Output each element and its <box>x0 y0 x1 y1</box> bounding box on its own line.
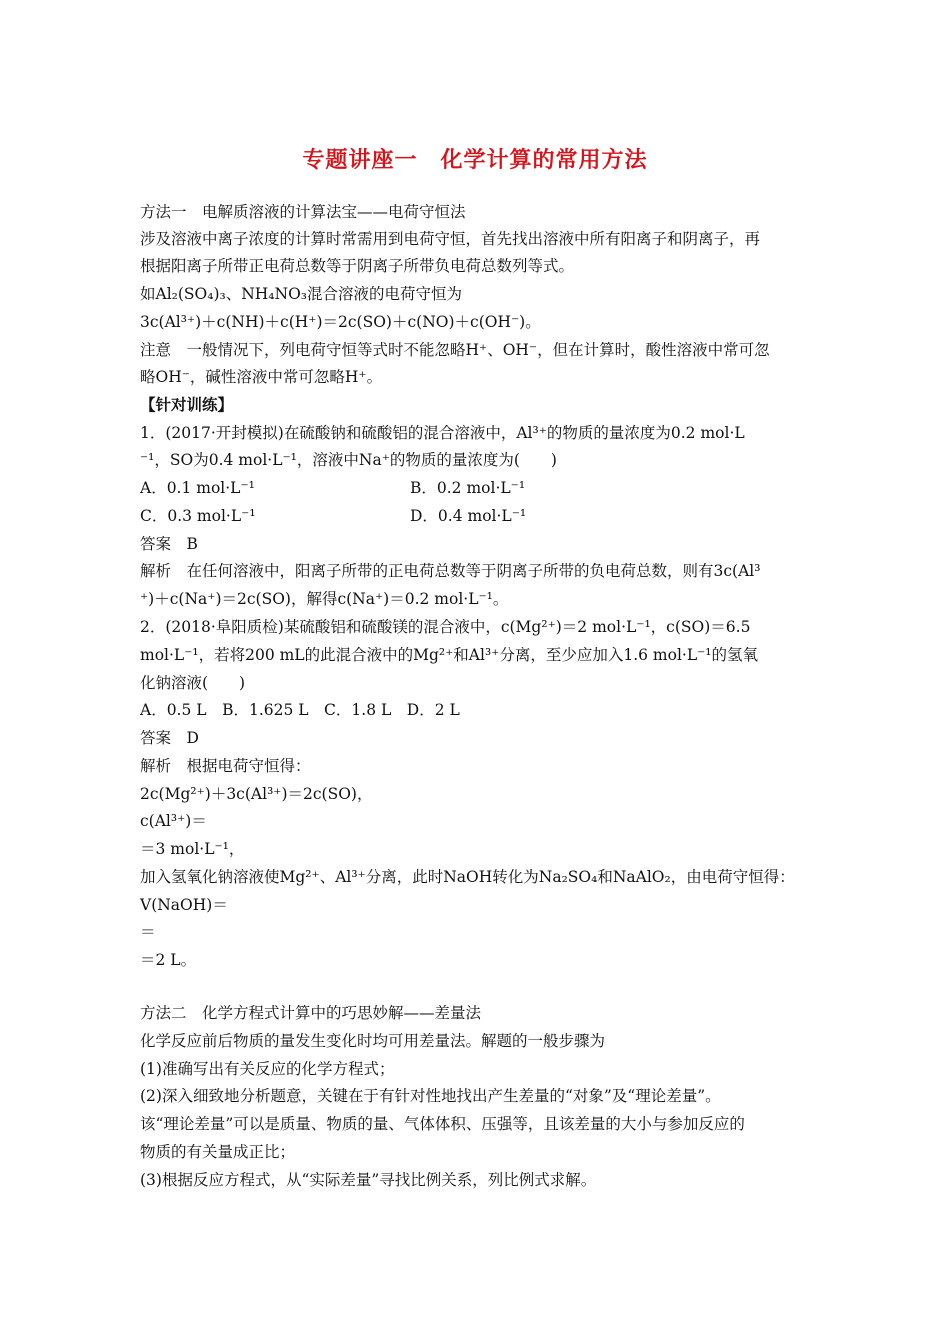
page-title: 专题讲座一 化学计算的常用方法 <box>302 148 648 173</box>
equation-line: ＝3 mol·L⁻¹， <box>140 840 245 858</box>
question-1-line: ⁻¹，SO为0.4 mol·L⁻¹，溶液中Na⁺的物质的量浓度为( ) <box>140 451 557 469</box>
option-b: B．0.2 mol·L⁻¹ <box>410 479 526 497</box>
equation-line: 2c(Mg²⁺)＋3c(Al³⁺)＝2c(SO)， <box>140 785 373 803</box>
question-2-line: 化钠溶液( ) <box>140 674 246 692</box>
step-line: (1)准确写出有关反应的化学方程式； <box>140 1060 395 1078</box>
question-2-line: mol·L⁻¹，若将200 mL的此混合液中的Mg²⁺和Al³⁺分离，至少应加入1.6 mol·L⁻¹的氢氧 <box>140 646 759 664</box>
answer-line: 答案 B <box>140 535 198 553</box>
equation-line: c(Al³⁺)＝ <box>140 812 207 830</box>
analysis-line: 解析 在任何溶液中，阳离子所带的正电荷总数等于阴离子所带的负电荷总数，则有3c(Al³ <box>140 562 761 580</box>
paragraph-line: 物质的有关量成正比； <box>140 1143 296 1161</box>
equation-line: ＝2 L。 <box>140 951 197 969</box>
question-2-line: 2．(2018·阜阳质检)某硫酸铝和硫酸镁的混合液中，c(Mg²⁺)＝2 mol·L⁻¹，c(SO)＝6.5 <box>140 618 751 636</box>
question-1-line: 1．(2017·开封模拟)在硫酸钠和硫酸铝的混合溶液中，Al³⁺的物质的量浓度为0.2 mol·L <box>140 424 745 442</box>
method-two-heading: 方法二 化学方程式计算中的巧思妙解——差量法 <box>140 1004 482 1022</box>
paragraph-line: 如Al₂(SO₄)₃、NH₄NO₃混合溶液的电荷守恒为 <box>140 285 462 303</box>
option-a: A．0.1 mol·L⁻¹ <box>140 479 255 497</box>
paragraph-line: 该“理论差量”可以是质量、物质的量、气体体积、压强等，且该差量的大小与参加反应的 <box>140 1115 745 1133</box>
option-d: D．0.4 mol·L⁻¹ <box>410 507 527 525</box>
question-1-options-row <box>140 478 820 498</box>
equation-line: ＝ <box>140 923 156 941</box>
step-line: (3)根据反应方程式，从“实际差量”寻找比例关系，列比例式求解。 <box>140 1171 597 1189</box>
question-2-options: A．0.5 L B．1.625 L C．1.8 L D．2 L <box>140 701 460 719</box>
practice-heading: 【针对训练】 <box>140 396 234 414</box>
paragraph-line: 涉及溶液中离子浓度的计算时常需用到电荷守恒，首先找出溶液中所有阳离子和阴离子，再 <box>140 230 761 248</box>
answer-line: 答案 D <box>140 729 199 747</box>
method-one-heading: 方法一 电解质溶液的计算法宝——电荷守恒法 <box>140 203 466 221</box>
analysis-line: 解析 根据电荷守恒得： <box>140 757 311 775</box>
equation-line: V(NaOH)＝ <box>140 896 228 914</box>
analysis-line: 加入氢氧化钠溶液使Mg²⁺、Al³⁺分离，此时NaOH转化为Na₂SO₄和NaAlO₂，由电荷守恒得： <box>140 868 795 886</box>
question-1-options-row <box>140 506 820 526</box>
step-line: (2)深入细致地分析题意，关键在于有针对性地找出产生差量的“对象”及“理论差量”。 <box>140 1087 721 1105</box>
analysis-line: ⁺)＋c(Na⁺)＝2c(SO)，解得c(Na⁺)＝0.2 mol·L⁻¹。 <box>140 590 509 608</box>
paragraph-line: 根据阳离子所带正电荷总数等于阴离子所带负电荷总数列等式。 <box>140 257 575 275</box>
paragraph-line: 注意 一般情况下，列电荷守恒等式时不能忽略H⁺、OH⁻，但在计算时，酸性溶液中常可忽 <box>140 341 770 359</box>
equation-line: 3c(Al³⁺)＋c(NH)＋c(H⁺)＝2c(SO)＋c(NO)＋c(OH⁻)。 <box>140 313 541 331</box>
option-c: C．0.3 mol·L⁻¹ <box>140 507 256 525</box>
paragraph-line: 化学反应前后物质的量发生变化时均可用差量法。解题的一般步骤为 <box>140 1032 606 1050</box>
paragraph-line: 略OH⁻，碱性溶液中常可忽略H⁺。 <box>140 368 383 386</box>
